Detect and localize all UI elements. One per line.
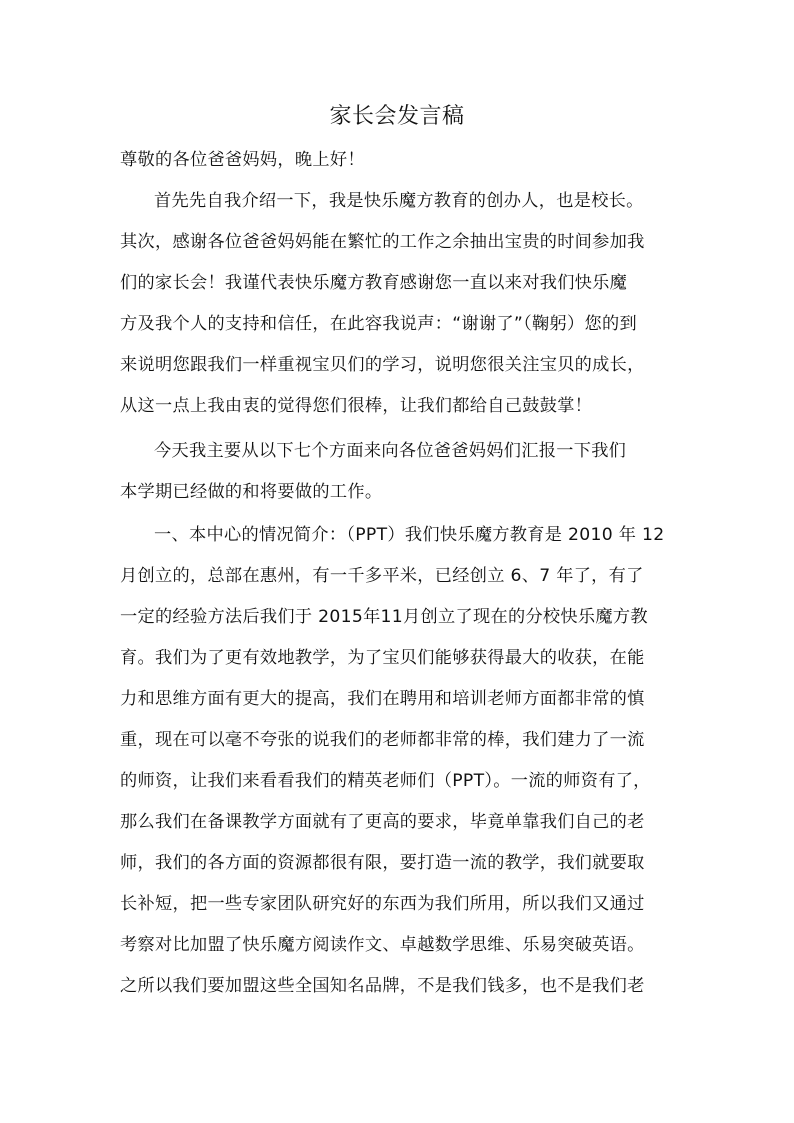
- paragraph-line: 重，现在可以毫不夸张的说我们的老师都非常的棒，我们建力了一流: [120, 730, 645, 750]
- document-title: 家长会发言稿: [329, 104, 465, 129]
- paragraph-line: 来说明您跟我们一样重视宝贝们的学习，说明您很关注宝贝的成长，: [120, 355, 645, 375]
- paragraph-line: 的师资，让我们来看看我们的精英老师们（PPT）。一流的师资有了，: [120, 771, 651, 791]
- paragraph-line: 之所以我们要加盟这些全国知名品牌，不是我们钱多，也不是我们老: [120, 976, 645, 996]
- paragraph-line: 长补短，把一些专家团队研究好的东西为我们所用，所以我们又通过: [120, 894, 645, 914]
- salutation-line: 尊敬的各位爸爸妈妈，晚上好！: [120, 150, 365, 170]
- paragraph-line: 考察对比加盟了快乐魔方阅读作文、卓越数学思维、乐易突破英语。: [120, 935, 645, 955]
- paragraph-line: 师，我们的各方面的资源都很有限，要打造一流的教学，我们就要取: [120, 853, 645, 873]
- paragraph-line: 首先先自我介绍一下，我是快乐魔方教育的创办人，也是校长。: [154, 191, 644, 211]
- paragraph-line: 从这一点上我由衷的觉得您们很棒，让我们都给自己鼓鼓掌！: [120, 396, 593, 416]
- paragraph-line: 今天我主要从以下七个方面来向各位爸爸妈妈们汇报一下我们: [154, 441, 627, 461]
- paragraph-line: 方及我个人的支持和信任，在此容我说声：“谢谢了”（鞠躬）您的到: [120, 314, 637, 334]
- paragraph-line: 一定的经验方法后我们于 2015年11月创立了现在的分校快乐魔方教: [120, 607, 648, 627]
- paragraph-line: 那么我们在备课教学方面就有了更高的要求，毕竟单靠我们自己的老: [120, 812, 645, 832]
- paragraph-line: 月创立的，总部在惠州，有一千多平米，已经创立 6、7 年了，有了: [120, 566, 644, 586]
- paragraph-line: 们的家长会！我谨代表快乐魔方教育感谢您一直以来对我们快乐魔: [120, 273, 628, 293]
- paragraph-line: 力和思维方面有更大的提高，我们在聘用和培训老师方面都非常的慎: [120, 689, 645, 709]
- paragraph-line: 一、本中心的情况简介：（PPT）我们快乐魔方教育是 2010 年 12: [154, 525, 665, 545]
- paragraph-line: 本学期已经做的和将要做的工作。: [120, 482, 383, 502]
- paragraph-line: 育。我们为了更有效地教学，为了宝贝们能够获得最大的收获，在能: [120, 648, 645, 668]
- paragraph-line: 其次，感谢各位爸爸妈妈能在繁忙的工作之余抽出宝贵的时间参加我: [120, 232, 645, 252]
